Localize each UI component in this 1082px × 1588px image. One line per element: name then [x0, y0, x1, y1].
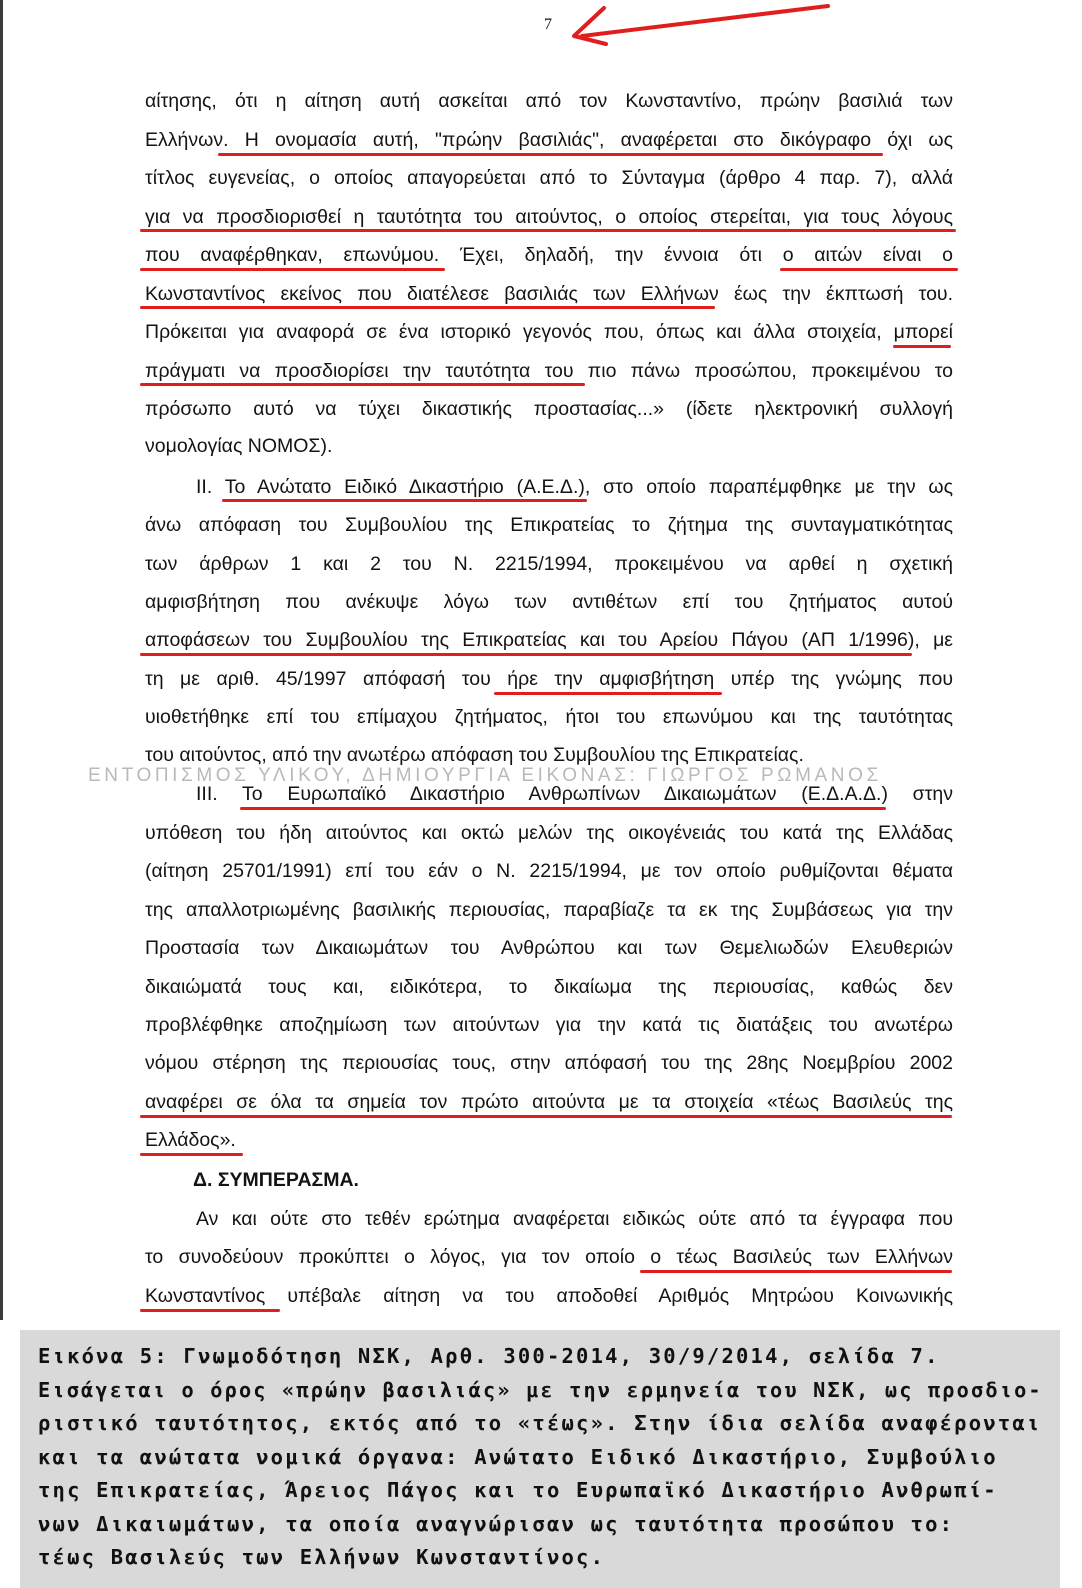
image-caption: [20, 1330, 1060, 1588]
body-line: νόμου στέρηση της περιουσίας τους, στην απόφασή του της 28ης Νοεμβρίου 2002: [145, 1052, 953, 1074]
section-iii-start: ΙΙΙ. Το Ευρωπαϊκό Δικαστήριο Ανθρωπίνων Δικαιωμάτων (Ε.Δ.Α.Δ.) στην: [196, 783, 953, 805]
body-line: για να προσδιορισθεί η ταυτότητα του αιτούντος, ο οποίος στερείται, για τους λόγους: [145, 206, 953, 228]
body-line: υπόθεση του ήδη αιτούντος και οκτώ μελών της οικογένειάς του κατά της Ελλάδας: [145, 822, 953, 844]
red-underline: [140, 1153, 243, 1156]
body-line: πράγματι να προσδιορίσει την ταυτότητα του πιο πάνω προσώπου, προκειμένου το: [145, 360, 953, 382]
body-line: τη με αριθ. 45/1997 απόφασή του ήρε την αμφισβήτηση υπέρ της γνώμης που: [145, 668, 953, 690]
caption-line: Εικόνα 5: Γνωμοδότηση ΝΣΚ, Αρθ. 300-2014, 30/9/2014, σελίδα 7.: [38, 1344, 940, 1368]
body-line: Ελλάδος».: [145, 1129, 236, 1151]
body-line: Κωνσταντίνος υπέβαλε αίτηση να του αποδοθεί Αριθμός Μητρώου Κοινωνικής: [145, 1285, 953, 1307]
red-underline: [140, 268, 445, 271]
caption-line: και τα ανώτατα νομικά όργανα: Ανώτατο Ειδικό Δικαστήριο, Συμβούλιο: [38, 1445, 998, 1469]
section-ii-start: ΙΙ. Το Ανώτατο Ειδικό Δικαστήριο (Α.Ε.Δ.), στο οποίο παραπέμφθηκε με την ως: [196, 476, 953, 498]
red-underline: [140, 229, 956, 232]
body-line: άνω απόφαση του Συμβουλίου της Επικρατείας το ζήτημα της συνταγματικότητας: [145, 514, 953, 536]
body-line: αμφισβήτηση που ανέκυψε λόγω των αντιθέτων επί του ζητήματος αυτού: [145, 591, 953, 613]
watermark-text: ΕΝΤΟΠΙΣΜΟΣ ΥΛΙΚΟΥ, ΔΗΜΙΟΥΡΓΙΑ ΕΙΚΟΝΑΣ: ΓΙΩΡΓΟΣ ΡΩΜΑΝΟΣ: [88, 765, 882, 786]
red-underline: [140, 306, 715, 309]
page-number: 7: [544, 16, 552, 33]
body-line: υιοθετήθηκε επί του επίμαχου ζητήματος, ήτοι του επωνύμου και της ταυτότητας: [145, 706, 953, 728]
caption-line: της Επικρατείας, Άρειος Πάγος και το Ευρωπαϊκό Δικαστήριο Ανθρωπί-: [38, 1478, 998, 1502]
red-underline: [640, 1270, 952, 1273]
red-underline: [140, 1309, 280, 1312]
red-underline: [140, 1115, 952, 1118]
red-underline: [780, 268, 958, 271]
caption-line: τέως Βασιλεύς των Ελλήνων Κωνσταντίνος.: [38, 1545, 606, 1569]
red-underline: [218, 153, 883, 156]
caption-line: ριστικό ταυτότητος, εκτός από το «τέως». Στην ίδια σελίδα αναφέρονται: [38, 1411, 1042, 1435]
body-line: το συνοδεύουν προκύπτει ο λόγος, για τον οποίο ο τέως Βασιλεύς των Ελλήνων: [145, 1246, 953, 1268]
body-line: των άρθρων 1 και 2 του Ν. 2215/1994, προκειμένου να αρθεί η σχετική: [145, 553, 953, 575]
body-line: του αιτούντος, από την ανωτέρω απόφαση του Συμβουλίου της Επικρατείας.: [145, 744, 804, 766]
caption-line: νων Δικαιωμάτων, τα οποία αναγνώρισαν ως ταυτότητα προσώπου το:: [38, 1512, 955, 1536]
body-line: δικαιώματά τους και, ειδικότερα, το δικαίωμα της περιουσίας, καθώς δεν: [145, 976, 953, 998]
body-line: (αίτηση 25701/1991) επί του εάν ο Ν. 2215/1994, με τον οποίο ρυθμίζονται θέματα: [145, 860, 953, 882]
red-underline: [140, 653, 912, 656]
body-line: αίτησης, ότι η αίτηση αυτή ασκείται από τον Κωνσταντίνο, πρώην βασιλιά των: [145, 90, 953, 112]
section-heading: Δ. ΣΥΜΠΕΡΑΣΜΑ.: [193, 1169, 359, 1191]
body-line: τίτλος ευγενείας, ο οποίος απαγορεύεται από το Σύνταγμα (άρθρο 4 παρ. 7), αλλά: [145, 167, 953, 189]
body-line: της απαλλοτριωμένης βασιλικής περιουσίας, παραβίαζε τα εκ της Συμβάσεως για την: [145, 899, 953, 921]
red-underline: [494, 692, 722, 695]
body-line: Ελλήνων. Η ονομασία αυτή, "πρώην βασιλιάς", αναφέρεται στο δικόγραφο όχι ως: [145, 129, 953, 151]
caption-line: Εισάγεται ο όρος «πρώην βασιλιάς» με την ερμηνεία του ΝΣΚ, ως προσδιο-: [38, 1378, 1043, 1402]
body-line: πρόσωπο αυτό να τύχει δικαστικής προστασίας...» (ίδετε ηλεκτρονική συλλογή: [145, 398, 953, 420]
red-underline: [240, 807, 886, 810]
conclusion-start: Αν και ούτε στο τεθέν ερώτημα αναφέρεται ειδικώς ούτε από τα έγγραφα που: [196, 1208, 953, 1230]
body-line: προβλέφθηκε αποζημίωση των αιτούντων για την κατά τις διατάξεις του ανωτέρω: [145, 1014, 953, 1036]
body-line: που αναφέρθηκαν, επωνύμου. Έχει, δηλαδή, την έννοια ότι ο αιτών είναι ο: [145, 244, 953, 266]
body-line: αποφάσεων του Συμβουλίου της Επικρατείας και του Αρείου Πάγου (ΑΠ 1/1996), με: [145, 629, 953, 651]
body-line: Κωνσταντίνος εκείνος που διατέλεσε βασιλιάς των Ελλήνων έως την έκπτωσή του.: [145, 283, 953, 305]
red-underline: [893, 345, 951, 348]
red-underline: [140, 383, 585, 386]
red-underline: [222, 499, 587, 502]
body-line: αναφέρει σε όλα τα σημεία τον πρώτο αιτούντα με τα στοιχεία «τέως Βασιλεύς της: [145, 1091, 953, 1113]
body-line: Πρόκειται για αναφορά σε ένα ιστορικό γεγονός που, όπως και άλλα στοιχεία, μπορεί: [145, 321, 953, 343]
body-line: νομολογίας ΝΟΜΟΣ).: [145, 435, 333, 457]
body-line: Προστασία των Δικαιωμάτων του Ανθρώπου και των Θεμελιωδών Ελευθεριών: [145, 937, 953, 959]
red-arrow-icon: [560, 0, 840, 48]
